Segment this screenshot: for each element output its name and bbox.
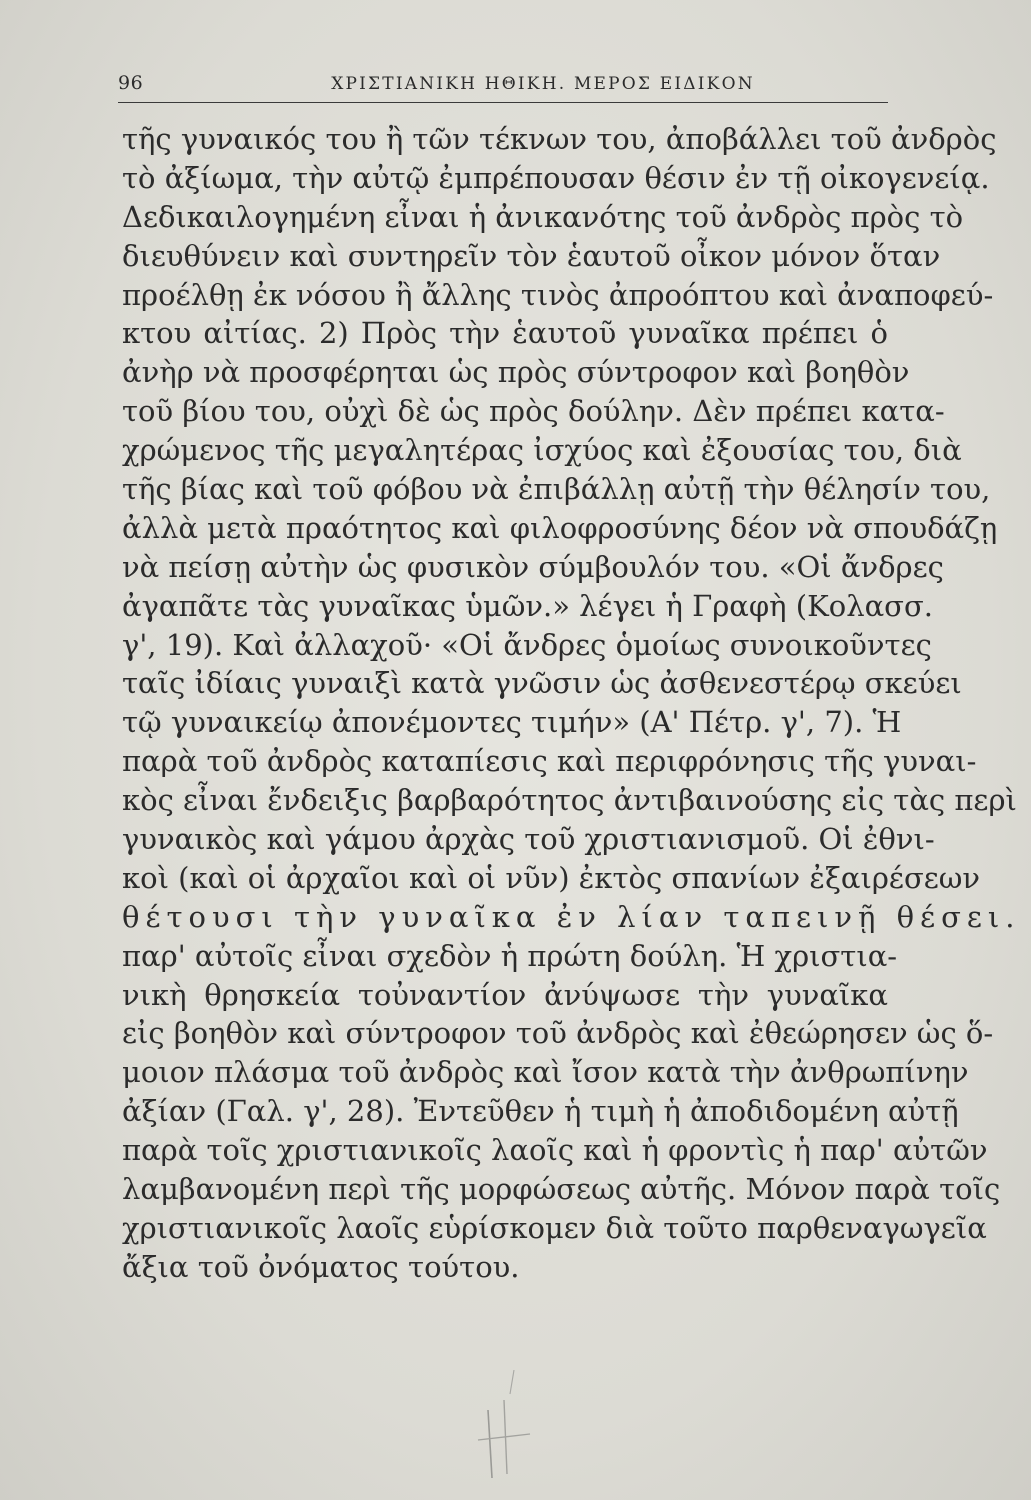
text-line: τῷ γυναικείῳ ἀπονέμοντες τιμήν» (Α' Πέτρ. γ', 7). Ἡ — [122, 705, 902, 740]
text-line: κὸς εἶναι ἔνδειξις βαρβαρότητος ἀντιβαινούσης εἰς τὰς περὶ — [122, 783, 1017, 818]
running-title: ΧΡΙΣΤΙΑΝΙΚΗ ΗΘΙΚΗ. ΜΕΡΟΣ ΕΙΔΙΚΟΝ — [331, 74, 755, 94]
text-line: ἀλλὰ μετὰ πραότητος καὶ φιλοφροσύνης δέον νὰ σπουδάζῃ — [122, 510, 998, 545]
text-line: νὰ πείσῃ αὐτὴν ὡς φυσικὸν σύμβουλόν του. «Οἱ ἄνδρες — [122, 549, 944, 584]
page-header — [118, 66, 888, 103]
text-line: χριστιανικοῖς λαοῖς εὑρίσκομεν διὰ τοῦτο παρθεναγωγεῖα — [122, 1210, 987, 1245]
text-line: ἀγαπᾶτε τὰς γυναῖκας ὑμῶν.» λέγει ἡ Γραφὴ (Κολασσ. — [122, 588, 933, 623]
text-line: παρὰ τοῦ ἀνδρὸς καταπίεσις καὶ περιφρόνησις τῆς γυναι- — [122, 744, 977, 779]
text-line: παρὰ τοῖς χριστιανικοῖς λαοῖς καὶ ἡ φροντὶς ἡ παρ' αὐτῶν — [122, 1133, 988, 1168]
text-line: μοιον πλάσμα τοῦ ἀνδρὸς καὶ ἴσον κατὰ τὴν ἀνθρωπίνην — [122, 1055, 969, 1090]
body-text — [122, 120, 1021, 1287]
text-line: λαμβανομένη περὶ τῆς μορφώσεως αὐτῆς. Μόνον παρὰ τοῖς — [122, 1172, 1001, 1207]
text-line: παρ' αὐτοῖς εἶναι σχεδὸν ἡ πρώτη δούλη. Ἡ χριστια- — [122, 938, 898, 973]
pencil-mark — [470, 1370, 560, 1480]
text-line: διευθύνειν καὶ συντηρεῖν τὸν ἑαυτοῦ οἶκον μόνον ὅταν — [122, 238, 941, 273]
text-line: Δεδικαιλογημένη εἶναι ἡ ἀνικανότης τοῦ ἀνδρὸς πρὸς τὸ — [122, 199, 964, 234]
text-line: τῆς βίας καὶ τοῦ φόβου νὰ ἐπιβάλλῃ αὐτῇ τὴν θέλησίν του, — [122, 472, 991, 507]
text-line: τὸ ἀξίωμα, τὴν αὐτῷ ἐμπρέπουσαν θέσιν ἐν τῇ οἰκογενείᾳ. — [122, 160, 990, 195]
text-line: ἀξίαν (Γαλ. γ', 28). Ἐντεῦθεν ἡ τιμὴ ἡ ἀποδιδομένη αὐτῇ — [122, 1094, 959, 1129]
text-line: θέτουσι τὴν γυναῖκα ἐν λίαν ταπεινῇ θέσει. — [122, 899, 1021, 934]
text-line: τῆς γυναικός του ἢ τῶν τέκνων του, ἀποβάλλει τοῦ ἀνδρὸς — [122, 122, 997, 156]
text-line: ταῖς ἰδίαις γυναιξὶ κατὰ γνῶσιν ὡς ἀσθενεστέρῳ σκεύει — [122, 666, 962, 701]
text-line: εἰς βοηθὸν καὶ σύντροφον τοῦ ἀνδρὸς καὶ ἐθεώρησεν ὡς ὅ- — [122, 1016, 994, 1051]
text-line: γυναικὸς καὶ γάμου ἀρχὰς τοῦ χριστιανισμοῦ. Οἱ ἐθνι- — [122, 822, 935, 857]
text-line: κτου αἰτίας. 2) Πρὸς τὴν ἑαυτοῦ γυναῖκα πρέπει ὁ — [122, 316, 888, 351]
page-number: 96 — [118, 72, 144, 94]
text-line: ἀνὴρ νὰ προσφέρηται ὡς πρὸς σύντροφον καὶ βοηθὸν — [122, 355, 910, 390]
text-line: κοὶ (καὶ οἱ ἀρχαῖοι καὶ οἱ νῦν) ἐκτὸς σπανίων ἐξαιρέσεων — [122, 860, 981, 895]
text-line: νικὴ θρησκεία τοὐναντίον ἀνύψωσε τὴν γυναῖκα — [122, 977, 888, 1012]
text-line: τοῦ βίου του, οὐχὶ δὲ ὡς πρὸς δούλην. Δὲν πρέπει κατα- — [122, 394, 945, 429]
text-line: γ', 19). Καὶ ἀλλαχοῦ· «Οἱ ἄνδρες ὁμοίως συνοικοῦντες — [122, 627, 932, 662]
text-line: προέλθῃ ἐκ νόσου ἢ ἄλλης τινὸς ἀπροόπτου καὶ ἀναποφεύ- — [122, 277, 994, 312]
text-line: χρώμενος τῆς μεγαλητέρας ἰσχύος καὶ ἐξουσίας του, διὰ — [122, 433, 962, 468]
text-line: ἄξια τοῦ ὀνόματος τούτου. — [122, 1249, 520, 1284]
